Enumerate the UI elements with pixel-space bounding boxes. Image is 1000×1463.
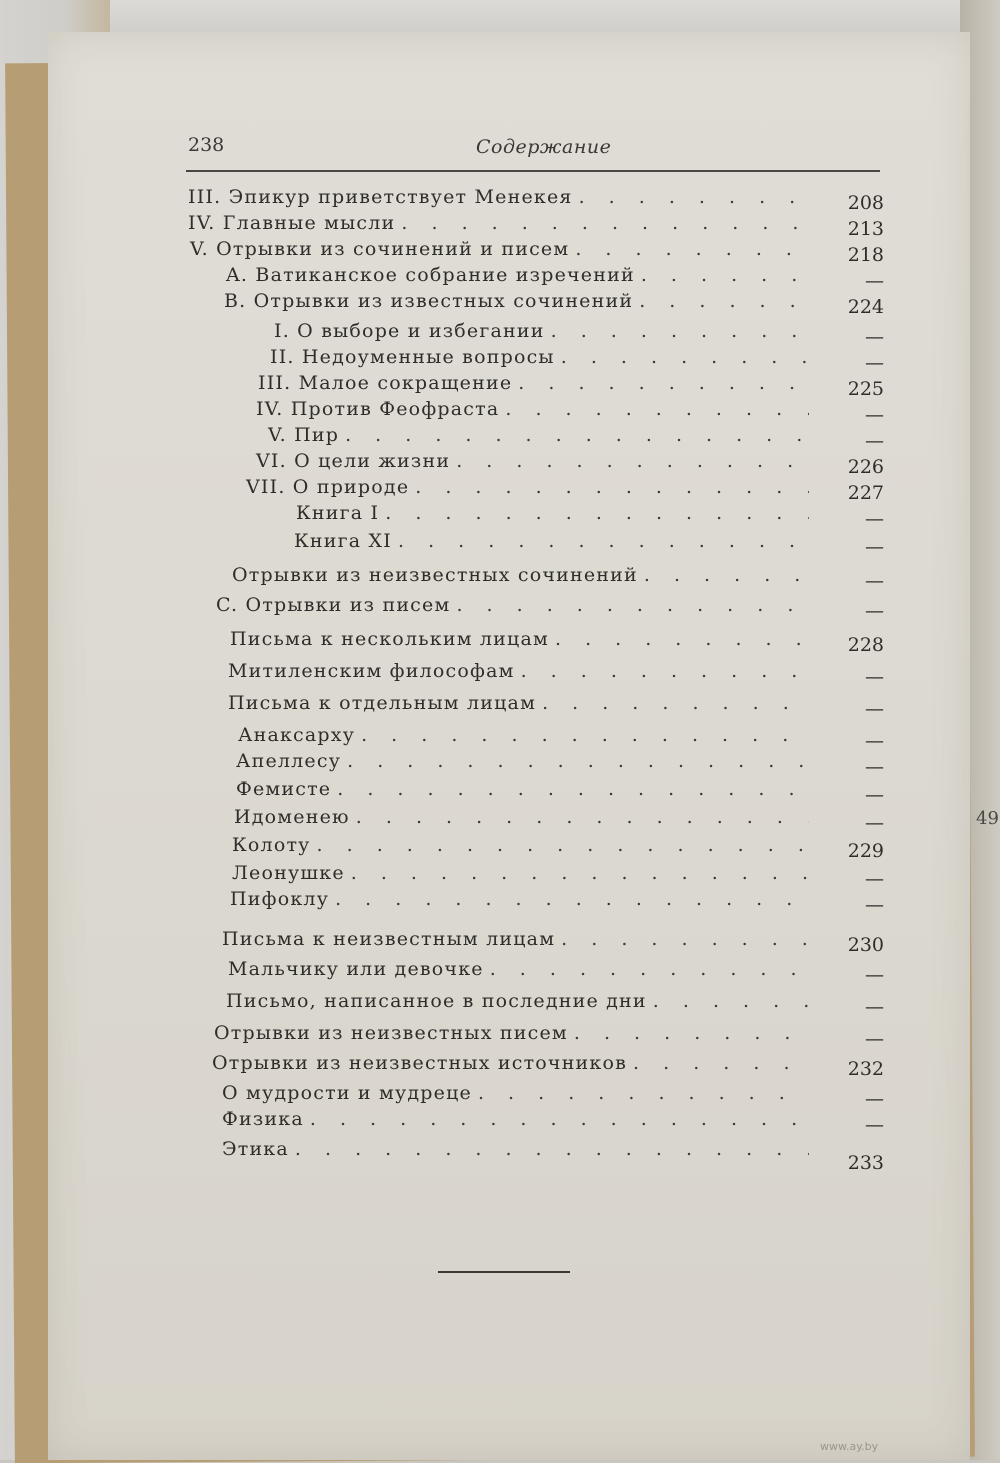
adjacent-page-number: 49 [976,808,999,829]
dot-leader [505,398,809,420]
toc-entry-page: — [865,698,884,720]
toc-entry-page: — [865,430,884,452]
toc-entry-page: 208 [847,192,884,214]
toc-entry-page: — [865,756,884,778]
toc-entry [294,530,815,556]
dot-leader [456,450,809,472]
dot-leader [335,888,809,910]
dot-leader [542,692,809,714]
toc-entry [236,778,815,804]
toc-entry-label: B. Отрывки из известных сочинений [224,290,634,312]
page-number: 238 [188,134,225,156]
toc-entry-page: — [865,1114,884,1136]
toc-entry [256,398,815,424]
dot-leader [653,990,809,1012]
toc-entry [228,692,815,718]
toc-entry-label: Отрывки из неизвестных писем [214,1022,568,1044]
toc-entry [232,862,815,888]
toc-entry-label: Фемисте [236,778,332,800]
toc-entry-page: 224 [847,296,884,318]
toc-entry-page: — [865,996,884,1018]
toc-entry [238,724,815,750]
dot-leader [310,1108,809,1130]
toc-entry-page: — [865,404,884,426]
dot-leader [478,1082,809,1104]
toc-entry [222,1108,815,1134]
toc-entry-label: Книга XI [294,530,392,552]
toc-entry-page: 228 [847,634,884,656]
toc-entry-page: 233 [847,1152,884,1174]
toc-entry-page: 225 [847,378,884,400]
toc-entry [230,628,815,654]
toc-entry-label: Этика [222,1138,289,1160]
dot-leader [574,1022,809,1044]
toc-entry-label: Митиленским философам [228,660,515,682]
toc-entry-page: — [865,270,884,292]
toc-entry-label: Колоту [232,834,311,856]
toc-entry-page: — [865,570,884,592]
toc-entry [228,660,815,686]
toc-entry-label: Апеллесу [236,750,342,772]
dot-leader [521,660,809,682]
dot-leader [641,264,809,286]
toc-entry-label: I. О выборе и избегании [274,320,545,342]
toc-entry-label: Отрывки из неизвестных источников [212,1052,628,1074]
toc-entry-label: Отрывки из неизвестных сочинений [232,564,638,586]
toc-entry-label: Мальчику или девочке [228,958,484,980]
toc-entry [214,1022,815,1048]
toc-entry [222,1082,815,1108]
toc-entry [188,186,815,212]
dot-leader [361,724,809,746]
dot-leader [555,628,809,650]
toc-entry-page: 227 [847,482,884,504]
dot-leader [575,238,809,260]
dot-leader [356,806,809,828]
toc-entry-label: Физика [222,1108,304,1130]
toc-entry-label: Письма к неизвестным лицам [222,928,556,950]
dot-leader [561,928,809,950]
toc-entry [222,1138,815,1164]
toc-entry-label: VI. О цели жизни [256,450,451,472]
toc-entry-page: — [865,666,884,688]
dot-leader [518,372,809,394]
running-head: Содержание [476,136,612,158]
dot-leader [347,750,809,772]
toc-entry-label: V. Пир [268,424,340,446]
toc-entry [256,450,815,476]
toc-entry-page: — [865,784,884,806]
toc-entry-page: — [865,964,884,986]
dot-leader [401,212,809,234]
toc-entry [232,834,815,860]
toc-entry-page: — [865,536,884,558]
toc-entry-label: Анаксарху [238,724,356,746]
toc-entry [212,1052,815,1078]
toc-entry [296,502,815,528]
dot-leader [644,564,809,586]
toc-entry [224,290,815,316]
toc-entry-page: — [865,894,884,916]
toc-entry-page: — [865,812,884,834]
toc-entry-page: 232 [847,1058,884,1080]
dot-leader [639,290,809,312]
toc-entry [258,372,815,398]
toc-entry [226,264,815,290]
toc-entry [226,990,815,1016]
toc-entry-page: — [865,600,884,622]
watermark: www.ay.by [820,1440,879,1453]
dot-leader [415,476,809,498]
toc-entry [222,928,815,954]
toc-entry-page: — [865,1028,884,1050]
toc-entry-label: Книга I [296,502,380,524]
dot-leader [351,862,809,884]
toc-entry-label: II. Недоуменные вопросы [270,346,555,368]
toc-entry-label: III. Малое сокращение [258,372,513,394]
toc-entry-page: 230 [847,934,884,956]
end-rule [438,1271,570,1273]
dot-leader [337,778,809,800]
toc-entry [270,346,815,372]
toc-entry-label: Пифоклу [230,888,330,910]
toc-entry-label: О мудрости и мудреце [222,1082,472,1104]
toc-entry [228,958,815,984]
dot-leader [385,502,809,524]
dot-leader [633,1052,809,1074]
toc-entry [190,238,815,264]
toc-entry-label: IV. Главные мысли [188,212,396,234]
dot-leader [295,1138,809,1160]
toc-entry [246,476,815,502]
toc-entry-label: IV. Против Феофраста [256,398,500,420]
dot-leader [551,320,809,342]
toc-entry [274,320,815,346]
toc-entry-label: Письмо, написанное в последние дни [226,990,647,1012]
toc-entry-label: Леонушке [232,862,345,884]
toc-entry-label: V. Отрывки из сочинений и писем [190,238,570,260]
toc-entry-page: — [865,1088,884,1110]
toc-entry-page: 218 [847,244,884,266]
toc-entry-label: Письма к отдельным лицам [228,692,537,714]
toc-entry-page: 229 [847,840,884,862]
header-rule [186,170,880,172]
toc-entry-label: Письма к нескольким лицам [230,628,549,650]
toc-entry [236,750,815,776]
toc-entry [268,424,815,450]
toc-entry-page: — [865,352,884,374]
toc-entry [188,212,815,238]
toc-entry-label: III. Эпикур приветствует Менекея [188,186,573,208]
dot-leader [456,594,809,616]
dot-leader [398,530,809,552]
background-surface-top [0,0,1000,36]
dot-leader [579,186,809,208]
dot-leader [561,346,809,368]
toc-entry-label: A. Ватиканское собрание изречений [226,264,635,286]
toc-entry [234,806,815,832]
dot-leader [345,424,809,446]
toc-entry-label: Идоменею [234,806,350,828]
toc-entry-page: — [865,730,884,752]
dot-leader [317,834,809,856]
dot-leader [490,958,809,980]
toc-entry-page: 226 [847,456,884,478]
toc-entry [230,888,815,914]
toc-entry-page: 213 [847,218,884,240]
toc-entry [232,564,815,590]
toc-entry-page: — [865,508,884,530]
toc-entry-page: — [865,326,884,348]
toc-entry-page: — [865,868,884,890]
toc-entry-label: VII. О природе [246,476,410,498]
toc-entry [216,594,815,620]
toc-entry-label: C. Отрывки из писем [216,594,451,616]
